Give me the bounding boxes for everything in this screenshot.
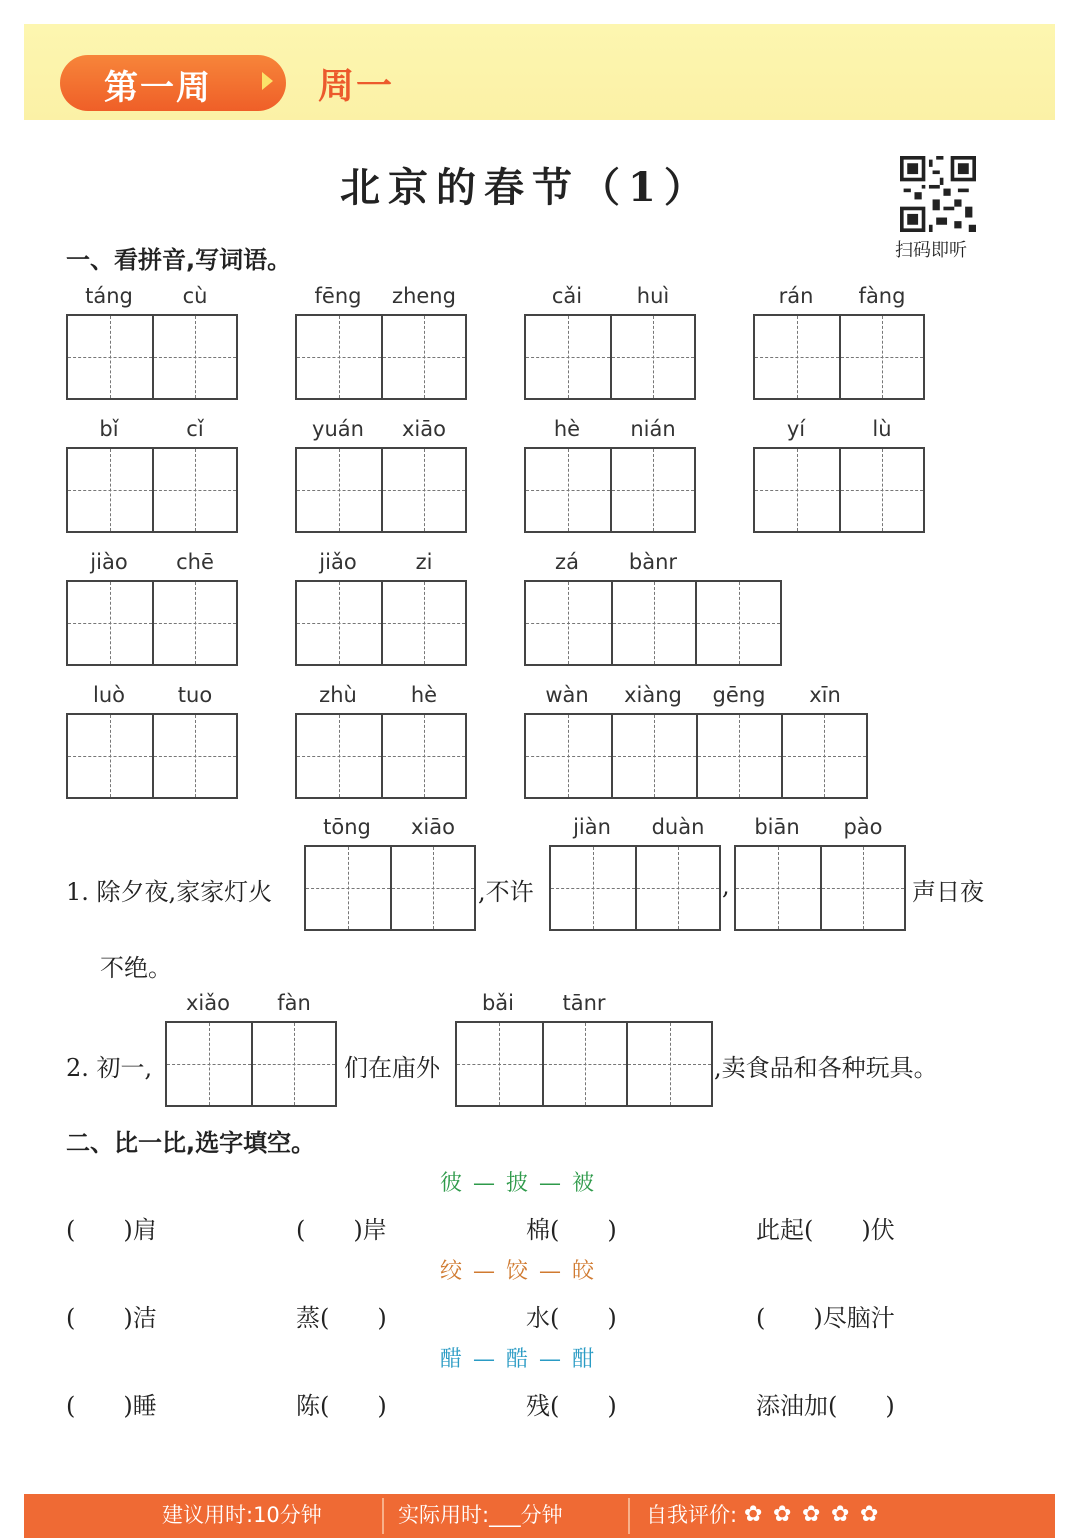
pinyin: xiāo: [402, 417, 446, 441]
pinyin: tuo: [177, 683, 213, 707]
pinyin: xiàng: [624, 683, 682, 707]
pinyin: hè: [553, 417, 581, 441]
pinyin: jiào: [90, 550, 128, 574]
writing-grid[interactable]: [295, 314, 467, 400]
compare-chars: 醋 — 酷 — 酣: [440, 1347, 596, 1372]
pinyin: xiāo: [411, 815, 455, 839]
pinyin: bǎi: [481, 991, 515, 1015]
writing-grid[interactable]: [524, 314, 696, 400]
sentence-2-mid: 们在庙外: [344, 1054, 440, 1082]
week-label: 第一周: [104, 68, 212, 108]
sentence-1-prefix: 1. 除夕夜,家家灯火: [66, 878, 273, 906]
section-heading: 一、看拼音,写词语。: [66, 246, 292, 274]
writing-grid[interactable]: [524, 447, 696, 533]
flower-star-icon[interactable]: ✿: [802, 1502, 821, 1527]
writing-grid[interactable]: [304, 845, 476, 931]
pinyin: jiàn: [573, 815, 611, 839]
fill-blank[interactable]: ( )睡: [66, 1392, 157, 1420]
writing-grid[interactable]: [295, 580, 467, 666]
writing-grid[interactable]: [734, 845, 906, 931]
pinyin: hè: [410, 683, 438, 707]
suggested-time: 建议用时:10分钟: [162, 1503, 322, 1527]
pinyin: wàn: [545, 683, 589, 707]
pinyin: cǐ: [186, 417, 204, 441]
pinyin: yuán: [312, 417, 364, 441]
qr-caption: 扫码即听: [895, 240, 967, 261]
pinyin: gēng: [712, 683, 766, 707]
divider: [382, 1498, 384, 1534]
writing-grid[interactable]: [753, 314, 925, 400]
pinyin: zá: [555, 550, 579, 574]
sentence-1-suffix: 声日夜: [912, 878, 984, 906]
fill-blank[interactable]: 残( ): [526, 1392, 617, 1420]
flower-star-icon[interactable]: ✿: [744, 1502, 763, 1527]
writing-grid[interactable]: [295, 447, 467, 533]
section-heading: 二、比一比,选字填空。: [66, 1129, 316, 1157]
pinyin: táng: [85, 284, 133, 308]
pinyin: cǎi: [551, 284, 583, 308]
fill-blank[interactable]: ( )尽脑汁: [756, 1304, 895, 1332]
pinyin: nián: [630, 417, 676, 441]
sentence-1-comma: ,: [722, 872, 730, 900]
pinyin: biān: [754, 815, 800, 839]
sentence-2-suffix: ,卖食品和各种玩具。: [714, 1054, 938, 1082]
writing-grid[interactable]: [549, 845, 721, 931]
writing-grid[interactable]: [524, 713, 868, 799]
writing-grid[interactable]: [66, 713, 238, 799]
pinyin: xiǎo: [186, 991, 230, 1015]
writing-grid[interactable]: [66, 580, 238, 666]
pinyin: zi: [415, 550, 433, 574]
pinyin: duàn: [651, 815, 705, 839]
page-title: 北京的春节（1）: [340, 164, 712, 211]
day-label: 周一: [318, 66, 395, 107]
pinyin: cù: [182, 284, 208, 308]
pinyin: pào: [843, 815, 883, 839]
self-evaluation-label: 自我评价:: [646, 1503, 738, 1527]
pinyin: zhù: [319, 683, 357, 707]
sentence-2-prefix: 2. 初一,: [66, 1054, 153, 1082]
writing-grid[interactable]: [66, 447, 238, 533]
writing-grid[interactable]: [295, 713, 467, 799]
compare-chars: 绞 — 饺 — 皎: [440, 1259, 596, 1284]
fill-blank[interactable]: 陈( ): [296, 1392, 387, 1420]
pinyin: fēng: [314, 284, 362, 308]
pinyin: rán: [778, 284, 814, 308]
sentence-1-line2: 不绝。: [100, 954, 172, 982]
sentence-1-mid: ,不许: [478, 878, 534, 906]
fill-blank[interactable]: 水( ): [526, 1304, 617, 1332]
pinyin: tānr: [562, 991, 606, 1015]
pinyin: bǐ: [99, 417, 119, 441]
compare-chars: 彼 — 披 — 被: [440, 1171, 596, 1196]
pinyin: tōng: [323, 815, 371, 839]
writing-grid[interactable]: [753, 447, 925, 533]
pinyin: bànr: [628, 550, 678, 574]
flower-star-icon[interactable]: ✿: [773, 1502, 792, 1527]
writing-grid[interactable]: [524, 580, 782, 666]
fill-blank[interactable]: ( )岸: [296, 1216, 387, 1244]
divider: [628, 1498, 630, 1534]
flower-star-icon[interactable]: ✿: [831, 1502, 850, 1527]
fill-blank[interactable]: 蒸( ): [296, 1304, 387, 1332]
fill-blank[interactable]: ( )洁: [66, 1304, 157, 1332]
pinyin: chē: [176, 550, 214, 574]
pinyin: zheng: [392, 284, 456, 308]
pinyin: xīn: [809, 683, 841, 707]
pinyin: fàng: [858, 284, 906, 308]
fill-blank[interactable]: 此起( )伏: [756, 1216, 895, 1244]
writing-grid[interactable]: [66, 314, 238, 400]
arrow-icon: [262, 72, 273, 90]
pinyin: lù: [872, 417, 892, 441]
flower-star-icon[interactable]: ✿: [860, 1502, 879, 1527]
pinyin: luò: [93, 683, 125, 707]
actual-time: 实际用时:___分钟: [398, 1503, 563, 1527]
fill-blank[interactable]: ( )肩: [66, 1216, 157, 1244]
pinyin: yí: [786, 417, 806, 441]
qr-code-icon[interactable]: [900, 156, 976, 232]
fill-blank[interactable]: 添油加( ): [756, 1392, 895, 1420]
pinyin: jiǎo: [319, 550, 357, 574]
writing-grid[interactable]: [165, 1021, 337, 1107]
pinyin: fàn: [277, 991, 311, 1015]
writing-grid[interactable]: [455, 1021, 713, 1107]
pinyin: huì: [636, 284, 670, 308]
fill-blank[interactable]: 棉( ): [526, 1216, 617, 1244]
